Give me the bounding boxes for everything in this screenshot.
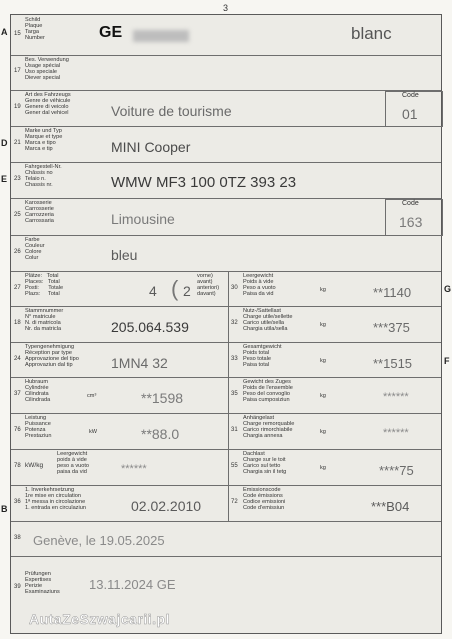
field-number: 19 bbox=[14, 104, 21, 110]
field-number: 37 bbox=[14, 391, 21, 397]
field-number: 35 bbox=[231, 391, 238, 397]
field-39-inspection bbox=[11, 557, 441, 635]
field-number: 25 bbox=[14, 212, 21, 218]
unit-label: kW/kg bbox=[25, 462, 44, 469]
power-weight-value: ****** bbox=[121, 463, 147, 475]
field-number: 21 bbox=[14, 140, 21, 146]
inspection-value: 13.11.2024 GE bbox=[89, 577, 176, 592]
field-label: Marke und Typ Marque et type Marca e tipo Marca e tip bbox=[25, 128, 63, 153]
field-number: 33 bbox=[231, 356, 238, 362]
row-76-31 bbox=[11, 414, 441, 450]
row-36-72 bbox=[11, 486, 441, 522]
seats-total-value: 4 bbox=[149, 283, 157, 299]
field-number: 32 bbox=[231, 320, 238, 326]
field-number: 15 bbox=[14, 31, 21, 37]
field-label: Leergewicht Poids à vide Peso a vuoto Paisa da vid bbox=[243, 273, 276, 298]
side-letter-a: A bbox=[1, 27, 8, 37]
row-37-35 bbox=[11, 378, 441, 414]
field-number: 76 bbox=[14, 427, 21, 433]
field-label: Gewicht des Zuges Poids de l'ensemble Peso del convoglio Paisa cumposiziun bbox=[243, 379, 293, 404]
plate-canton: GE bbox=[99, 24, 123, 41]
side-letter-d: D bbox=[1, 138, 8, 148]
field-number: 26 bbox=[14, 249, 21, 255]
field-label: Fahrgestell-Nr. Châssis no Telaio n. Chassis nr. bbox=[25, 164, 62, 189]
make-model-value: MINI Cooper bbox=[111, 139, 191, 155]
empty-weight-value: **1140 bbox=[373, 285, 412, 300]
column-divider bbox=[228, 307, 229, 343]
displacement-value: **1598 bbox=[141, 390, 184, 406]
field-label: 1. Inverkehrsetzung 1re mise en circulation 1ª messa in circolazione 1. entrada en circulaziun bbox=[25, 487, 86, 512]
watermark: AutaZeSzwajcarii.pl bbox=[29, 611, 170, 627]
field-number: 24 bbox=[14, 356, 21, 362]
side-letter-b: B bbox=[1, 504, 8, 514]
column-divider bbox=[228, 378, 229, 414]
roof-load-value: ****75 bbox=[379, 463, 414, 478]
field-number: 78 bbox=[14, 463, 21, 469]
unit-label: cm³ bbox=[87, 393, 97, 399]
type-approval-value: 1MN4 32 bbox=[111, 355, 168, 371]
row-24-33 bbox=[11, 343, 441, 378]
field-label: Bes. Verwendung Usage spécial Uso speciale Diever special bbox=[25, 57, 69, 82]
field-number: 39 bbox=[14, 584, 21, 590]
body-value: Limousine bbox=[111, 211, 175, 227]
field-number: 17 bbox=[14, 68, 21, 74]
field-label: Anhängelast Charge remorquable Carico rimorchiabile Chargia annexa bbox=[243, 415, 295, 440]
field-label: Schild Plaque Targa Number bbox=[25, 17, 45, 42]
field-26-color bbox=[11, 236, 441, 272]
field-label: Typengenehmigung Réception par type Approvazione del tipo Approvaziun dal tip bbox=[25, 344, 79, 369]
plate-number-blurred bbox=[133, 27, 189, 45]
registration-sheet bbox=[10, 14, 442, 634]
towing-value: ****** bbox=[383, 427, 409, 439]
field-23-vin bbox=[11, 163, 441, 199]
column-divider bbox=[228, 450, 229, 486]
color-value: bleu bbox=[111, 247, 138, 263]
field-label: Nutz-/Sattellast Charge utile/sellette Carico utile/sella Chargia utila/sella bbox=[243, 308, 293, 333]
seats-front-value: 2 bbox=[183, 283, 191, 299]
column-divider bbox=[228, 272, 229, 307]
field-label: Art des Fahrzeugs Genre de véhicule Genere di veicolo Gener dal vehicel bbox=[25, 92, 71, 117]
side-letter-f: F bbox=[444, 356, 450, 366]
column-divider bbox=[228, 414, 229, 450]
payload-value: ***375 bbox=[373, 320, 410, 335]
field-25-body bbox=[11, 199, 441, 236]
unit-label: kg bbox=[320, 287, 326, 293]
row-78-55 bbox=[11, 450, 441, 486]
field-21-make bbox=[11, 127, 441, 163]
field-label: Prüfungen Expertises Perizie Examinaziuns bbox=[25, 571, 60, 596]
seats-paren-open: ( bbox=[171, 276, 179, 301]
unit-label: kg bbox=[320, 429, 326, 435]
row-27-30 bbox=[11, 272, 441, 307]
field-number: 55 bbox=[231, 463, 238, 469]
field-label: Emissionscode Code émissions Codice emissioni Code d'emissiun bbox=[243, 487, 286, 512]
first-registration-value: 02.02.2010 bbox=[131, 498, 202, 514]
field-number: 31 bbox=[231, 427, 238, 433]
total-weight-value: **1515 bbox=[373, 356, 413, 371]
vin-value: WMW MF3 100 0TZ 393 23 bbox=[111, 174, 297, 191]
unit-label: kg bbox=[320, 358, 326, 364]
row-18-32 bbox=[11, 307, 441, 343]
field-19-vehicle-type bbox=[11, 91, 441, 127]
field-label: Gesamtgewicht Poids total Peso totale Paisa total bbox=[243, 344, 282, 369]
field-label: Leistung Puissance Potenza Prestaziun bbox=[25, 415, 52, 440]
body-code: 163 bbox=[399, 214, 423, 230]
code-label: Code bbox=[402, 200, 419, 207]
vehicle-type-value: Voiture de tourisme bbox=[111, 103, 232, 119]
issue-place-date: Genève, le 19.05.2025 bbox=[33, 533, 165, 548]
field-label: Karosserie Carrosserie Carrozzeria Carrossaria bbox=[25, 200, 54, 225]
side-letter-e: E bbox=[1, 174, 8, 184]
train-weight-value: ****** bbox=[383, 391, 409, 403]
field-label: Plätze: Total Places: Total Posti: Totale Plazs: Total bbox=[25, 273, 64, 298]
field-38-issue bbox=[11, 522, 441, 557]
code-label: Code bbox=[402, 92, 419, 99]
field-number: 38 bbox=[14, 535, 21, 541]
vehicle-type-code: 01 bbox=[402, 106, 418, 122]
field-label: Stammnummer N° matricule N. di matricola Nr. da matricla bbox=[25, 308, 64, 333]
field-number: 36 bbox=[14, 499, 21, 505]
unit-label: kg bbox=[320, 393, 326, 399]
plate-color: blanc bbox=[351, 24, 392, 43]
power-value: **88.0 bbox=[141, 426, 180, 442]
field-number: 30 bbox=[231, 285, 238, 291]
emission-code-value: ***B04 bbox=[371, 499, 410, 514]
column-divider bbox=[228, 343, 229, 378]
field-17-special-use bbox=[11, 56, 441, 91]
field-label: Hubraum Cylindrée Cilindrata Cilindrada bbox=[25, 379, 51, 404]
unit-label: kg bbox=[320, 322, 326, 328]
unit-label: kg bbox=[320, 465, 326, 471]
field-number: 18 bbox=[14, 320, 21, 326]
field-label: Leergewicht poids à vide peso a vuoto paisa da vid bbox=[57, 451, 90, 476]
unit-label: kW bbox=[89, 429, 98, 435]
page-number: 3 bbox=[223, 3, 229, 13]
side-letter-g: G bbox=[444, 284, 452, 294]
matriculation-value: 205.064.539 bbox=[111, 319, 189, 335]
field-label: Farbe Couleur Colore Colur bbox=[25, 237, 45, 262]
seats-front-label: vorne) avant) anteriori) davant) bbox=[197, 273, 220, 298]
field-number: 72 bbox=[231, 499, 238, 505]
column-divider bbox=[228, 486, 229, 522]
field-number: 23 bbox=[14, 176, 21, 182]
field-number: 27 bbox=[14, 285, 21, 291]
field-15-plate bbox=[11, 15, 441, 56]
field-label: Dachlast Charge sur le toit Carico sul tetto Chargia sin il tetg bbox=[243, 451, 287, 476]
